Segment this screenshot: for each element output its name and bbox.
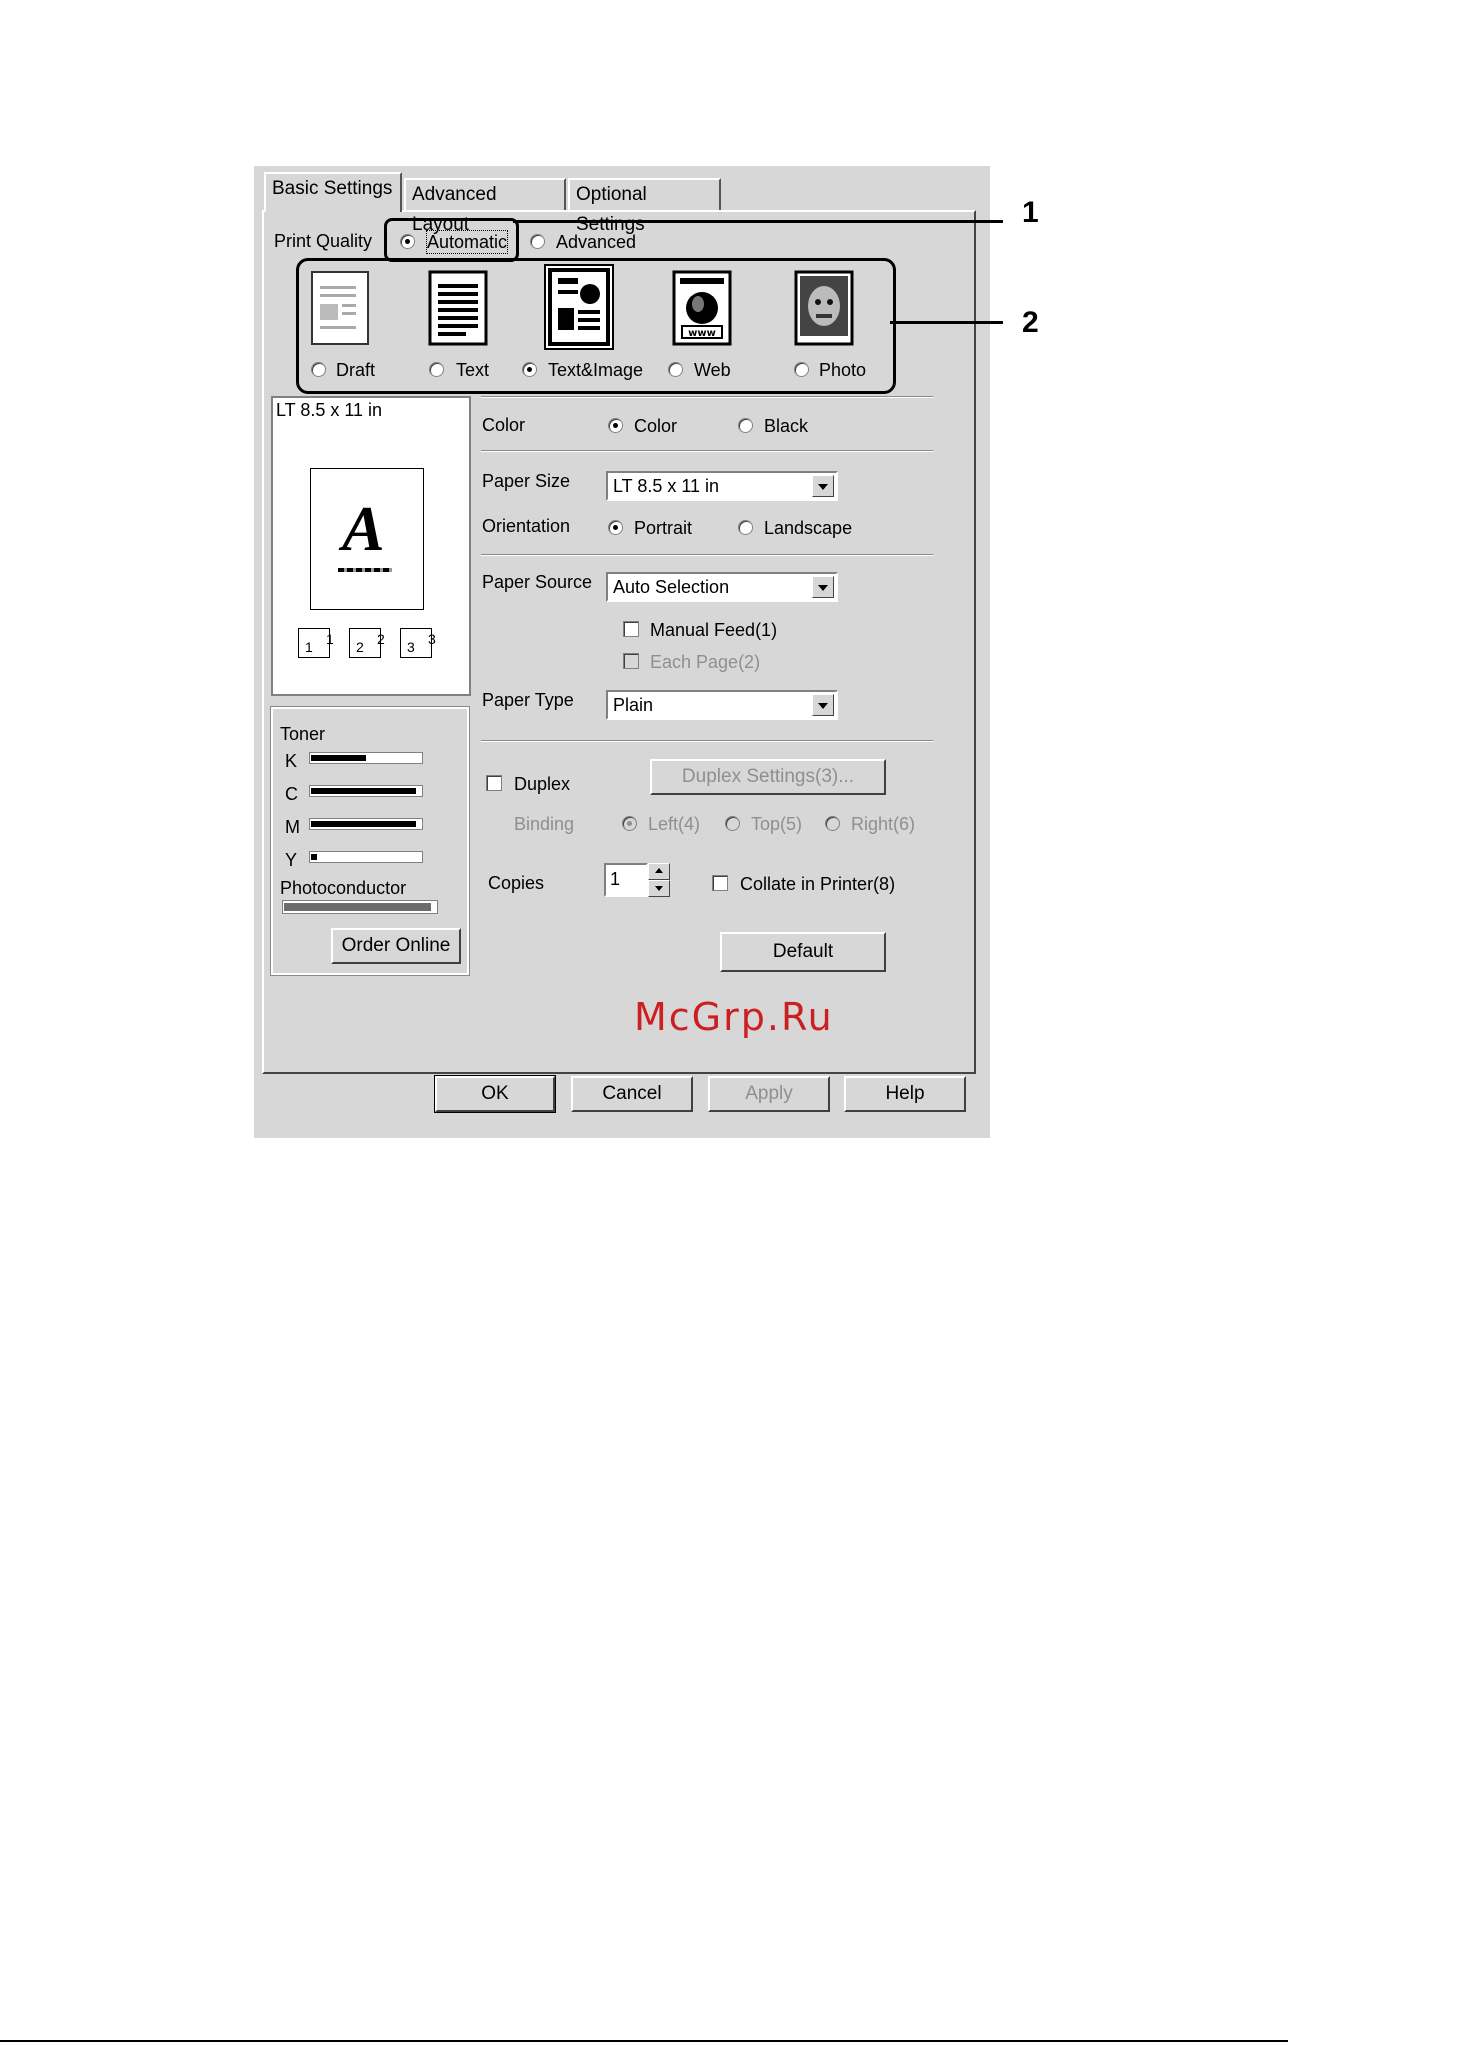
- collate-page-2-label: 2: [356, 639, 364, 655]
- black-option-label[interactable]: Black: [764, 416, 809, 436]
- separator-top: [481, 396, 933, 398]
- advanced-label[interactable]: Advanced: [556, 232, 637, 252]
- collate-page-1-label: 1: [305, 639, 313, 655]
- landscape-radio[interactable]: [738, 520, 753, 535]
- draft-label[interactable]: Draft: [336, 360, 376, 380]
- manual-feed-checkbox[interactable]: [623, 621, 639, 637]
- draft-icon[interactable]: [310, 270, 372, 346]
- callout-box-1: [384, 218, 519, 262]
- paper-size-label: Paper Size: [482, 471, 571, 491]
- text-image-radio[interactable]: [522, 362, 537, 377]
- portrait-label[interactable]: Portrait: [634, 518, 693, 538]
- advanced-radio[interactable]: [530, 234, 545, 249]
- toner-y-fill: [311, 854, 317, 860]
- collate-label[interactable]: Collate in Printer(8): [740, 874, 896, 894]
- toner-m-bar: [309, 818, 423, 830]
- tab-optional-settings[interactable]: Optional Settings: [568, 178, 721, 210]
- toner-c-fill: [311, 788, 416, 794]
- callout-number-1: 1: [1022, 196, 1039, 229]
- toner-m-fill: [311, 821, 416, 827]
- copies-up-button[interactable]: [648, 863, 670, 880]
- text-image-icon[interactable]: [544, 264, 614, 350]
- photo-label[interactable]: Photo: [819, 360, 867, 380]
- toner-c-label: C: [285, 784, 298, 804]
- text-label[interactable]: Text: [456, 360, 490, 380]
- toner-y-label: Y: [285, 850, 298, 870]
- cancel-button[interactable]: Cancel: [571, 1076, 693, 1112]
- toner-k-label: K: [285, 751, 298, 771]
- paper-type-value: Plain: [613, 695, 654, 715]
- preview-paper-label: LT 8.5 x 11 in: [276, 400, 383, 420]
- photoconductor-label: Photoconductor: [280, 878, 407, 898]
- chevron-down-icon[interactable]: [812, 576, 834, 598]
- preview-text-lines: [338, 568, 392, 572]
- binding-left-radio: [622, 816, 637, 831]
- chevron-down-icon[interactable]: [812, 694, 834, 716]
- each-page-label: Each Page(2): [650, 652, 761, 672]
- watermark-text: McGrp.Ru: [634, 995, 834, 1039]
- copies-value: 1: [610, 869, 621, 889]
- copies-label: Copies: [488, 873, 545, 893]
- toner-k-fill: [311, 755, 366, 761]
- paper-source-value: Auto Selection: [613, 577, 730, 597]
- default-button[interactable]: Default: [720, 932, 886, 972]
- orientation-label: Orientation: [482, 516, 571, 536]
- automatic-label[interactable]: Automatic: [427, 232, 508, 252]
- manual-feed-label[interactable]: Manual Feed(1): [650, 620, 778, 640]
- preview-letter: A: [342, 493, 385, 564]
- paper-type-label: Paper Type: [482, 690, 574, 710]
- paper-source-label: Paper Source: [482, 572, 593, 592]
- each-page-checkbox: [623, 653, 639, 669]
- binding-right-radio: [825, 816, 840, 831]
- tab-advanced-layout[interactable]: Advanced Layout: [404, 178, 566, 210]
- collate-page-1-label-back: 1: [326, 631, 334, 647]
- callout-line-1: [513, 220, 1003, 223]
- arrow-up-icon: [655, 868, 663, 873]
- page-footer-rule: [0, 2040, 1288, 2042]
- ok-button[interactable]: OK: [435, 1076, 555, 1112]
- chevron-down-icon[interactable]: [812, 475, 834, 497]
- color-radio[interactable]: [608, 418, 623, 433]
- web-radio[interactable]: [668, 362, 683, 377]
- toner-m-label: M: [285, 817, 300, 837]
- photoconductor-bar: [282, 900, 438, 914]
- binding-right-label: Right(6): [851, 814, 916, 834]
- separator-color: [481, 450, 933, 452]
- binding-top-label: Top(5): [751, 814, 803, 834]
- callout-number-2: 2: [1022, 306, 1039, 339]
- landscape-label[interactable]: Landscape: [764, 518, 853, 538]
- duplex-checkbox[interactable]: [486, 775, 502, 791]
- binding-left-label: Left(4): [648, 814, 701, 834]
- text-icon[interactable]: [428, 270, 490, 346]
- toner-y-bar: [309, 851, 423, 863]
- paper-size-select[interactable]: [606, 471, 838, 501]
- apply-button: Apply: [708, 1076, 830, 1112]
- color-option-label[interactable]: Color: [634, 416, 678, 436]
- draft-radio[interactable]: [311, 362, 326, 377]
- print-quality-label: Print Quality: [274, 231, 373, 251]
- svg-text:www: www: [688, 328, 716, 339]
- separator-paper-type: [481, 740, 933, 742]
- text-radio[interactable]: [429, 362, 444, 377]
- web-icon[interactable]: [672, 270, 734, 346]
- toner-c-bar: [309, 785, 423, 797]
- photoconductor-fill: [284, 903, 431, 911]
- copies-down-button[interactable]: [648, 880, 670, 897]
- black-radio[interactable]: [738, 418, 753, 433]
- toner-label: Toner: [280, 724, 326, 744]
- collate-page-3-label-back: 3: [428, 631, 436, 647]
- collate-page-2-label-back: 2: [377, 631, 385, 647]
- arrow-down-icon: [655, 886, 663, 891]
- color-label: Color: [482, 415, 526, 435]
- collate-checkbox[interactable]: [712, 875, 728, 891]
- help-button[interactable]: Help: [844, 1076, 966, 1112]
- portrait-radio[interactable]: [608, 520, 623, 535]
- collate-page-3-label: 3: [407, 639, 415, 655]
- web-label[interactable]: Web: [694, 360, 731, 380]
- order-online-button[interactable]: Order Online: [331, 928, 461, 964]
- duplex-label[interactable]: Duplex: [514, 774, 571, 794]
- paper-source-select[interactable]: [606, 572, 838, 602]
- paper-type-select[interactable]: [606, 690, 838, 720]
- separator-orientation: [481, 554, 933, 556]
- paper-size-value: LT 8.5 x 11 in: [613, 476, 720, 496]
- binding-label: Binding: [514, 814, 575, 834]
- tab-basic-settings[interactable]: Basic Settings: [264, 172, 402, 212]
- binding-top-radio: [725, 816, 740, 831]
- toner-k-bar: [309, 752, 423, 764]
- text-image-label[interactable]: Text&Image: [548, 360, 644, 380]
- copies-input[interactable]: [604, 863, 648, 897]
- callout-line-2: [890, 321, 1003, 324]
- photo-radio[interactable]: [794, 362, 809, 377]
- duplex-settings-button: Duplex Settings(3)...: [650, 759, 886, 795]
- photo-icon[interactable]: [794, 270, 856, 346]
